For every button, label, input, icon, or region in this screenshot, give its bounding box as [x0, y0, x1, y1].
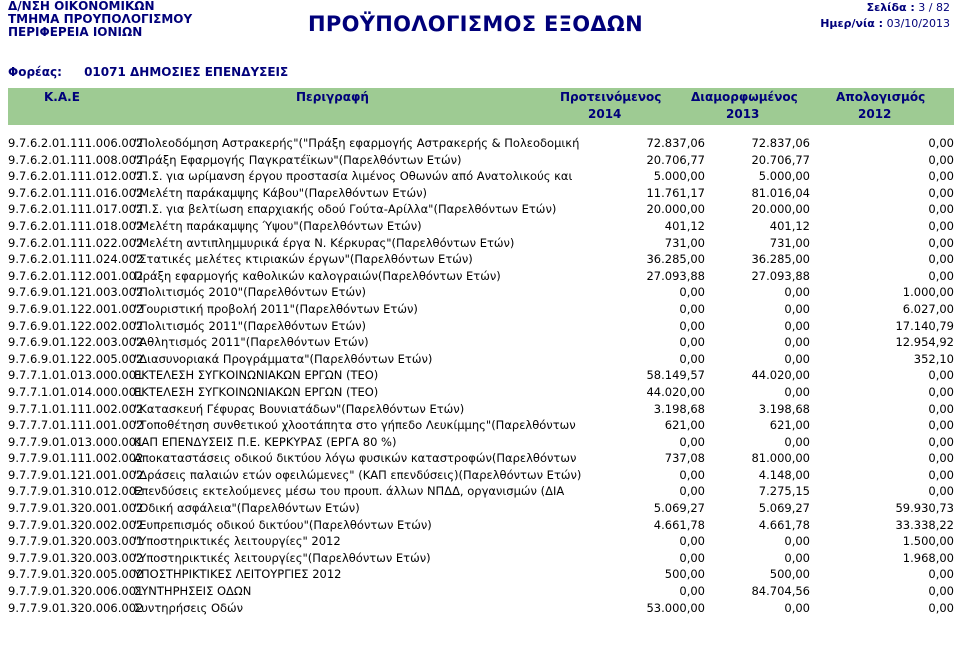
row-code: 9.7.7.9.01.320.003.002 — [8, 550, 144, 565]
row-proposed-2014: 4.661,78 — [653, 517, 705, 532]
table-row — [8, 483, 954, 500]
row-description: "Π.Σ. για ωρίμανση έργου προστασία λιμένος Οθωνών από Ανατολικούς και — [134, 169, 573, 184]
row-description: "Μελέτη παράκαμψης Κάβου"(Παρελθόντων Ετών) — [134, 185, 427, 200]
table-row — [8, 235, 954, 252]
table-row — [8, 533, 954, 550]
table-row — [8, 450, 954, 467]
row-actual-2012: 0,00 — [928, 185, 954, 200]
column-header-formed-year: 2013 — [726, 107, 760, 121]
row-actual-2012: 0,00 — [928, 136, 954, 150]
row-formed-2013: 84.704,56 — [751, 584, 810, 599]
row-actual-2012: 0,00 — [928, 567, 954, 582]
row-formed-2013: 0,00 — [784, 318, 810, 333]
row-proposed-2014: 0,00 — [679, 351, 705, 366]
row-proposed-2014: 0,00 — [679, 335, 705, 350]
row-actual-2012: 1.500,00 — [902, 534, 954, 549]
row-formed-2013: 44.020,00 — [751, 368, 810, 383]
row-description: Επενδύσεις εκτελούμενες μέσω του προυπ. άλλων ΝΠΔΔ, οργανισμών (ΔΙΑ — [134, 484, 565, 499]
row-description: Αποκαταστάσεις οδικού δικτύου λόγω φυσικών καταστροφών(Παρελθόντων — [134, 451, 577, 466]
row-actual-2012: 1.000,00 — [902, 285, 954, 300]
row-actual-2012: 1.968,00 — [902, 550, 954, 565]
page-number: 3 / 82 — [918, 1, 950, 14]
row-formed-2013: 36.285,00 — [751, 252, 810, 267]
row-actual-2012: 33.338,22 — [895, 517, 954, 532]
row-proposed-2014: 0,00 — [679, 301, 705, 316]
row-code: 9.7.6.2.01.112.001.002 — [8, 268, 144, 283]
row-formed-2013: 401,12 — [769, 218, 810, 233]
row-formed-2013: 0,00 — [784, 301, 810, 316]
row-actual-2012: 0,00 — [928, 235, 954, 250]
row-actual-2012: 352,10 — [913, 351, 954, 366]
organization-block — [8, 0, 192, 39]
row-proposed-2014: 27.093,88 — [646, 268, 705, 283]
table-header — [8, 88, 954, 125]
row-proposed-2014: 20.706,77 — [646, 152, 705, 167]
foreas-name: ΔΗΜΟΣΙΕΣ ΕΠΕΝΔΥΣΕΙΣ — [130, 65, 289, 79]
row-description: "Υποστηρικτικές λειτουργίες" 2012 — [134, 534, 341, 549]
row-actual-2012: 0,00 — [928, 434, 954, 449]
table-row — [8, 401, 954, 418]
row-formed-2013: 731,00 — [769, 235, 810, 250]
row-code: 9.7.7.9.01.121.001.002 — [8, 467, 144, 482]
row-proposed-2014: 58.149,57 — [646, 368, 705, 383]
org-region: ΠΕΡΙΦΕΡΕΙΑ ΙΟΝΙΩΝ — [8, 25, 143, 39]
table-row — [8, 600, 954, 617]
row-formed-2013: 0,00 — [784, 384, 810, 399]
table-row — [8, 201, 954, 218]
row-code: 9.7.6.2.01.111.022.002 — [8, 235, 144, 250]
row-formed-2013: 0,00 — [784, 434, 810, 449]
row-code: 9.7.7.9.01.111.002.002 — [8, 451, 144, 466]
column-header-proposed: Προτεινόμενος — [560, 90, 662, 104]
row-actual-2012: 59.930,73 — [895, 501, 954, 516]
row-proposed-2014: 5.000,00 — [653, 169, 705, 184]
row-actual-2012: 0,00 — [928, 401, 954, 416]
row-description: "Πολιτισμός 2011"(Παρελθόντων Ετών) — [134, 318, 366, 333]
row-description: Πράξη εφαρμογής καθολικών καλογραιών(Παρελθόντων Ετών) — [134, 268, 501, 283]
page-info — [820, 0, 950, 32]
row-description: "Διασυνοριακά Προγράμματα"(Παρελθόντων Ετών) — [134, 351, 433, 366]
table-row — [8, 367, 954, 384]
row-proposed-2014: 20.000,00 — [646, 202, 705, 217]
row-formed-2013: 5.000,00 — [758, 169, 810, 184]
row-code: 9.7.6.2.01.111.016.002 — [8, 185, 144, 200]
row-description: "Κατασκευή Γέφυρας Βουνιατάδων"(Παρελθόντων Ετών) — [134, 401, 465, 416]
row-description: "Τοποθέτηση συνθετικού χλοοτάπητα στο γήπεδο Λευκίμμης"(Παρελθόντων — [134, 418, 576, 433]
row-proposed-2014: 0,00 — [679, 285, 705, 300]
column-header-description: Περιγραφή — [296, 90, 369, 104]
table-row — [8, 417, 954, 434]
row-code: 9.7.6.2.01.111.024.002 — [8, 252, 144, 267]
row-formed-2013: 81.000,00 — [751, 451, 810, 466]
row-code: 9.7.7.9.01.310.012.002 — [8, 484, 144, 499]
row-actual-2012: 6.027,00 — [902, 301, 954, 316]
report-date: 03/10/2013 — [886, 17, 950, 30]
row-formed-2013: 500,00 — [769, 567, 810, 582]
row-proposed-2014: 36.285,00 — [646, 252, 705, 267]
row-actual-2012: 0,00 — [928, 584, 954, 599]
row-formed-2013: 0,00 — [784, 335, 810, 350]
row-proposed-2014: 0,00 — [679, 467, 705, 482]
row-description: "Οδική ασφάλεια"(Παρελθόντων Ετών) — [134, 501, 360, 516]
row-actual-2012: 17.140,79 — [895, 318, 954, 333]
org-department: ΤΜΗΜΑ ΠΡΟΥΠΟΛΟΓΙΣΜΟΥ — [8, 12, 193, 26]
row-code: 9.7.6.2.01.111.012.002 — [8, 169, 144, 184]
row-code: 9.7.6.9.01.122.005.002 — [8, 351, 144, 366]
row-code: 9.7.6.9.01.122.003.002 — [8, 335, 144, 350]
row-actual-2012: 12.954,92 — [895, 335, 954, 350]
row-proposed-2014: 53.000,00 — [646, 600, 705, 615]
table-row — [8, 318, 954, 335]
row-formed-2013: 5.069,27 — [758, 501, 810, 516]
row-description: "Τουριστική προβολή 2011"(Παρελθόντων Ετών) — [134, 301, 418, 316]
row-description: ΥΠΟΣΤΗΡΙΚΤΙΚΕΣ ΛΕΙΤΟΥΡΓΙΕΣ 2012 — [134, 567, 342, 582]
row-formed-2013: 0,00 — [784, 550, 810, 565]
row-proposed-2014: 737,08 — [664, 451, 705, 466]
row-formed-2013: 4.661,78 — [758, 517, 810, 532]
row-code: 9.7.7.9.01.320.006.002 — [8, 600, 144, 615]
column-header-formed: Διαμορφωμένος — [691, 90, 798, 104]
table-row — [8, 583, 954, 600]
row-description: ΣΥΝΤΗΡΗΣΕΙΣ ΟΔΩΝ — [134, 584, 252, 599]
row-code: 9.7.7.9.01.320.005.002 — [8, 567, 144, 582]
row-actual-2012: 0,00 — [928, 368, 954, 383]
row-actual-2012: 0,00 — [928, 600, 954, 615]
row-code: 9.7.7.1.01.111.002.002 — [8, 401, 144, 416]
row-actual-2012: 0,00 — [928, 169, 954, 184]
row-actual-2012: 0,00 — [928, 218, 954, 233]
row-actual-2012: 0,00 — [928, 451, 954, 466]
row-description: "Πολεοδόμηση Αστρακερής"("Πράξη εφαρμογής Αστρακερής & Πολεοδομική — [134, 136, 580, 150]
row-proposed-2014: 11.761,17 — [646, 185, 705, 200]
row-description: Συντηρήσεις Οδών — [134, 600, 244, 615]
row-code: 9.7.7.7.01.111.001.002 — [8, 418, 144, 433]
row-actual-2012: 0,00 — [928, 418, 954, 433]
row-code: 9.7.7.9.01.013.000.001 — [8, 434, 144, 449]
row-code: 9.7.6.9.01.122.002.002 — [8, 318, 144, 333]
row-code: 9.7.6.2.01.111.006.002 — [8, 136, 144, 150]
table-row — [8, 434, 954, 451]
table-row — [8, 218, 954, 235]
row-code: 9.7.7.9.01.320.006.001 — [8, 584, 144, 599]
date-label: Ημερ/νία : — [820, 17, 884, 30]
column-header-actual-year: 2012 — [858, 107, 892, 121]
row-proposed-2014: 0,00 — [679, 584, 705, 599]
table-row — [8, 566, 954, 583]
foreas-code: 01071 — [84, 65, 126, 79]
table-row — [8, 517, 954, 534]
row-code: 9.7.6.9.01.121.003.002 — [8, 285, 144, 300]
row-formed-2013: 3.198,68 — [758, 401, 810, 416]
row-formed-2013: 4.148,00 — [758, 467, 810, 482]
row-description: ΕΚΤΕΛΕΣΗ ΣΥΓΚΟΙΝΩΝΙΑΚΩΝ ΕΡΓΩΝ (ΤΕΟ) — [134, 368, 379, 383]
row-proposed-2014: 621,00 — [664, 418, 705, 433]
foreas-label: Φορέας: — [8, 65, 62, 79]
row-description: ΕΚΤΕΛΕΣΗ ΣΥΓΚΟΙΝΩΝΙΑΚΩΝ ΕΡΓΩΝ (ΤΕΟ) — [134, 384, 379, 399]
row-description: "Μελέτη αντιπλημμυρικά έργα Ν. Κέρκυρας"(Παρελθόντων Ετών) — [134, 235, 515, 250]
column-header-proposed-year: 2014 — [588, 107, 622, 121]
row-code: 9.7.6.9.01.122.001.002 — [8, 301, 144, 316]
table-row — [8, 268, 954, 285]
table-row — [8, 334, 954, 351]
row-formed-2013: 0,00 — [784, 600, 810, 615]
row-formed-2013: 81.016,04 — [751, 185, 810, 200]
row-proposed-2014: 0,00 — [679, 550, 705, 565]
foreas-line — [8, 65, 288, 79]
row-proposed-2014: 0,00 — [679, 484, 705, 499]
row-formed-2013: 20.000,00 — [751, 202, 810, 217]
row-code: 9.7.7.1.01.013.000.001 — [8, 368, 144, 383]
row-description: "Πολιτισμός 2010"(Παρελθόντων Ετών) — [134, 285, 366, 300]
row-proposed-2014: 401,12 — [664, 218, 705, 233]
row-formed-2013: 72.837,06 — [751, 136, 810, 150]
page-label: Σελίδα : — [866, 1, 915, 14]
budget-table — [8, 135, 954, 616]
row-actual-2012: 0,00 — [928, 384, 954, 399]
row-actual-2012: 0,00 — [928, 467, 954, 482]
row-code: 9.7.7.9.01.320.002.002 — [8, 517, 144, 532]
row-proposed-2014: 5.069,27 — [653, 501, 705, 516]
row-actual-2012: 0,00 — [928, 152, 954, 167]
row-code: 9.7.7.9.01.320.003.001 — [8, 534, 144, 549]
page-title: ΠΡΟΫΠΟΛΟΓΙΣΜΟΣ ΕΞΟΔΩΝ — [308, 12, 643, 36]
column-header-actual: Απολογισμός — [836, 90, 926, 104]
table-row — [8, 284, 954, 301]
table-row — [8, 384, 954, 401]
row-proposed-2014: 731,00 — [664, 235, 705, 250]
table-row — [8, 351, 954, 368]
row-description: "Στατικές μελέτες κτιριακών έργων"(Παρελθόντων Ετών) — [134, 252, 473, 267]
row-description: "Πράξη Εφαρμογής Παγκρατέϊκων"(Παρελθόντων Ετών) — [134, 152, 462, 167]
row-code: 9.7.7.9.01.320.001.002 — [8, 501, 144, 516]
row-proposed-2014: 72.837,06 — [646, 136, 705, 150]
row-proposed-2014: 0,00 — [679, 318, 705, 333]
row-description: "Αθλητισμός 2011"(Παρελθόντων Ετών) — [134, 335, 369, 350]
table-row — [8, 251, 954, 268]
row-formed-2013: 7.275,15 — [758, 484, 810, 499]
row-code: 9.7.6.2.01.111.008.002 — [8, 152, 144, 167]
table-row — [8, 185, 954, 202]
row-description: "Δράσεις παλαιών ετών οφειλώμενες" (ΚΑΠ επενδύσεις)(Παρελθόντων Ετών) — [134, 467, 582, 482]
row-proposed-2014: 0,00 — [679, 434, 705, 449]
row-formed-2013: 621,00 — [769, 418, 810, 433]
row-description: "Υποστηρικτικές λειτουργίες"(Παρελθόντων Ετών) — [134, 550, 431, 565]
row-formed-2013: 27.093,88 — [751, 268, 810, 283]
row-actual-2012: 0,00 — [928, 202, 954, 217]
table-row — [8, 467, 954, 484]
row-actual-2012: 0,00 — [928, 484, 954, 499]
table-row — [8, 500, 954, 517]
row-formed-2013: 0,00 — [784, 534, 810, 549]
table-row — [8, 550, 954, 567]
row-formed-2013: 0,00 — [784, 285, 810, 300]
table-row — [8, 152, 954, 169]
table-row — [8, 168, 954, 185]
row-code: 9.7.7.1.01.014.000.001 — [8, 384, 144, 399]
column-header-kae: Κ.Α.Ε — [44, 90, 80, 104]
org-directorate: Δ/ΝΣΗ ΟΙΚΟΝΟΜΙΚΩΝ — [8, 0, 155, 13]
row-proposed-2014: 3.198,68 — [653, 401, 705, 416]
table-row — [8, 135, 954, 152]
row-code: 9.7.6.2.01.111.018.002 — [8, 218, 144, 233]
row-proposed-2014: 44.020,00 — [646, 384, 705, 399]
row-formed-2013: 0,00 — [784, 351, 810, 366]
row-formed-2013: 20.706,77 — [751, 152, 810, 167]
table-row — [8, 301, 954, 318]
row-proposed-2014: 0,00 — [679, 534, 705, 549]
row-description: "Μελέτη παράκαμψης Ύψου"(Παρελθόντων Ετών) — [134, 218, 422, 233]
row-code: 9.7.6.2.01.111.017.002 — [8, 202, 144, 217]
row-description: "Ευπρεπισμός οδικού δικτύου"(Παρελθόντων Ετών) — [134, 517, 432, 532]
row-actual-2012: 0,00 — [928, 268, 954, 283]
row-description: "Π.Σ. για βελτίωση επαρχιακής οδού Γούτα-Αρίλλα"(Παρελθόντων Ετών) — [134, 202, 557, 217]
row-actual-2012: 0,00 — [928, 252, 954, 267]
row-proposed-2014: 500,00 — [664, 567, 705, 582]
row-description: ΚΑΠ ΕΠΕΝΔΥΣΕΙΣ Π.Ε. ΚΕΡΚΥΡΑΣ (ΕΡΓΑ 80 %) — [134, 434, 397, 449]
